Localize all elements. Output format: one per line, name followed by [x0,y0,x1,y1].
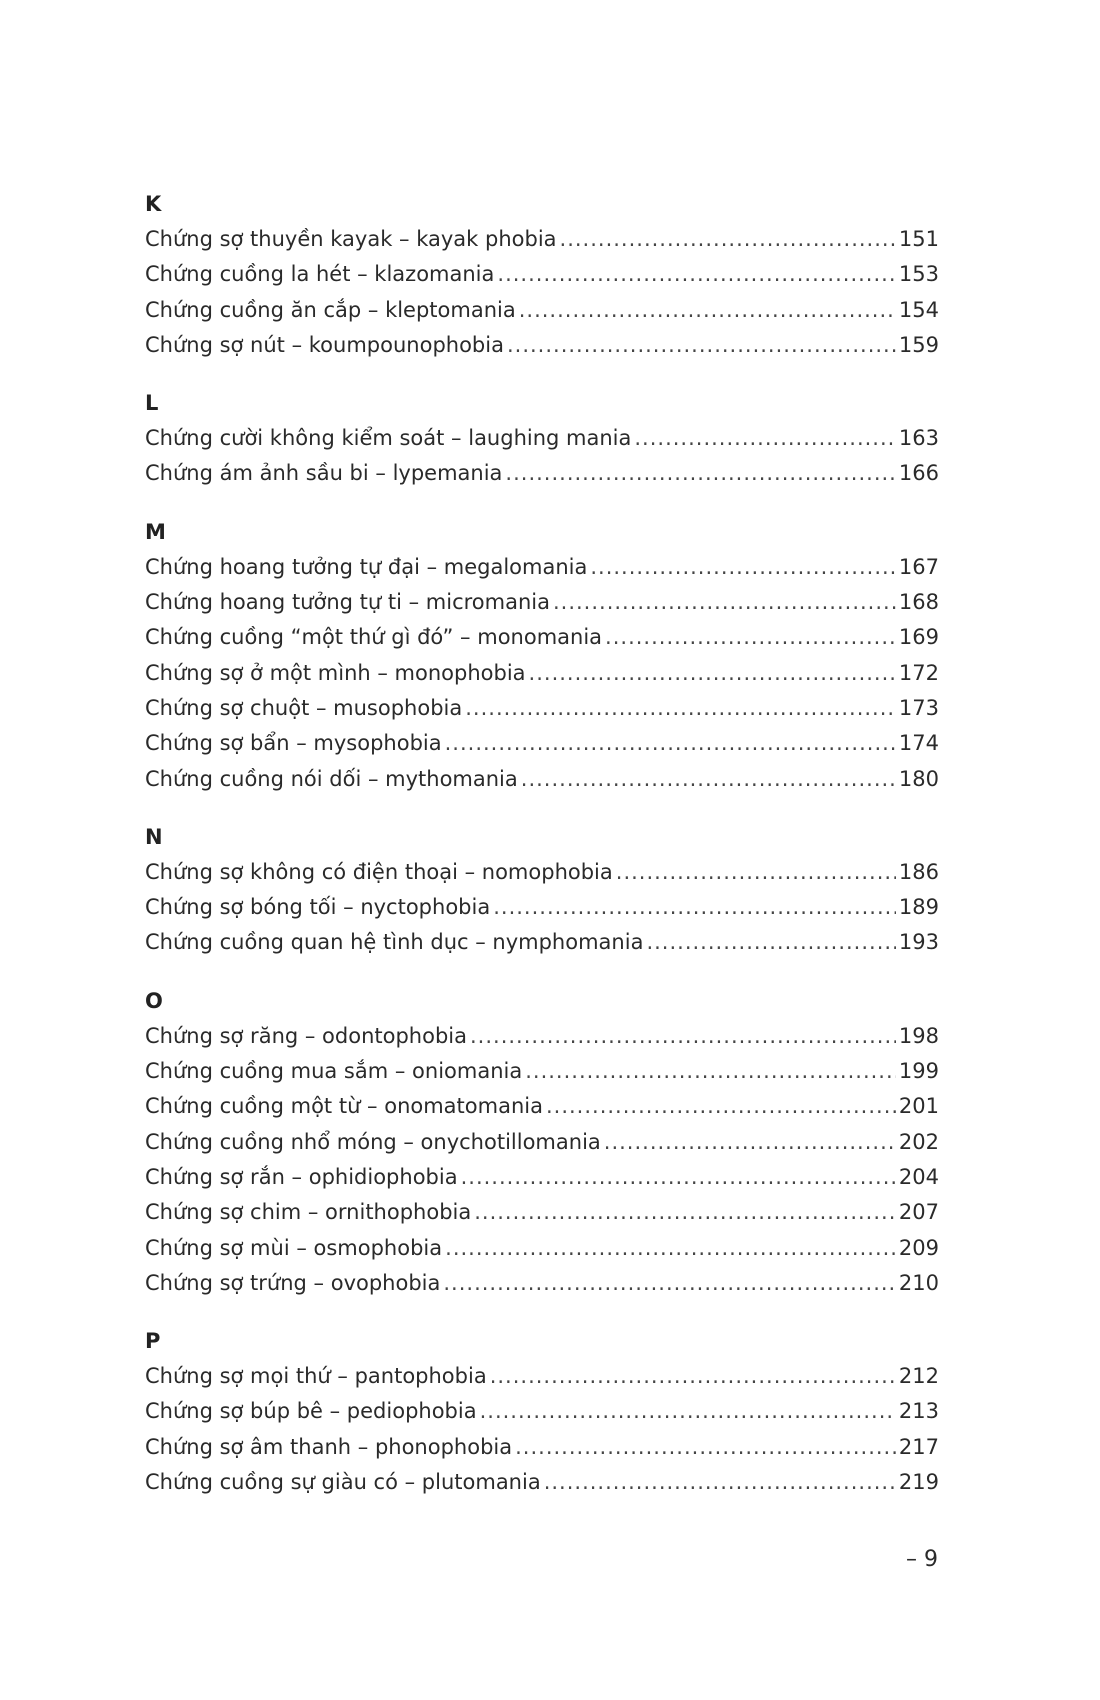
entry-page-number: 207 [898,1200,939,1225]
entry-title: Chứng sợ mùi – osmophobia [145,1235,443,1260]
toc-entry [145,620,939,655]
entry-title: Chứng sợ trứng – ovophobia [145,1270,441,1295]
toc-entry [145,1266,939,1301]
toc-entry [145,421,939,456]
entry-title: Chứng sợ ở một mình – monophobia [145,660,526,685]
dot-leader [497,257,896,292]
entry-page-number: 219 [898,1470,939,1495]
entry-title: Chứng cười không kiểm soát – laughing mania [145,426,632,451]
section-letter: P [145,1329,161,1354]
toc-section-m [145,514,939,797]
entry-page-number: 210 [898,1270,939,1295]
dot-leader [515,1430,896,1465]
entry-page-number: 217 [898,1434,939,1459]
entry-title: Chứng sợ thuyền kayak – kayak phobia [145,227,557,251]
dot-leader [616,855,896,890]
entry-page-number: 202 [898,1129,939,1154]
toc-section-k [145,186,939,363]
entry-title: Chứng sợ chuột – musophobia [145,695,463,720]
section-letter: M [145,519,166,544]
dot-leader [445,1231,896,1266]
entry-title: Chứng sợ răng – odontophobia [145,1023,467,1048]
section-letter: K [145,192,162,216]
page-number: – 9 [906,1547,938,1572]
section-letter: N [145,824,163,849]
dot-leader [519,293,896,328]
entry-page-number: 151 [898,227,939,251]
toc-entry [145,585,939,620]
dot-leader [525,1054,896,1089]
toc-section-n [145,819,939,961]
toc-entry [145,456,939,491]
toc-entry [145,1089,939,1124]
entry-title: Chứng cuồng la hét – klazomania [145,262,495,287]
toc-entry [145,293,939,328]
toc-entry [145,656,939,691]
toc-entry [145,855,939,890]
entry-title: Chứng cuồng mua sắm – oniomania [145,1059,523,1084]
toc-entry [145,762,939,797]
entry-page-number: 180 [898,766,939,791]
dot-leader [474,1195,896,1230]
entry-title: Chứng cuồng “một thứ gì đó” – monomania [145,625,603,650]
entry-page-number: 159 [898,332,939,357]
dot-leader [465,691,896,726]
toc-entry [145,1359,939,1394]
dot-leader [553,585,896,620]
section-letter: L [145,391,159,416]
entry-page-number: 199 [898,1059,939,1084]
entry-page-number: 153 [898,262,939,287]
dot-leader [505,456,895,491]
entry-page-number: 198 [898,1023,939,1048]
entry-page-number: 172 [898,660,939,685]
entry-title: Chứng sợ rắn – ophidiophobia [145,1164,458,1189]
entry-title: Chứng cuồng sự giàu có – plutomania [145,1470,541,1495]
entry-title: Chứng sợ mọi thứ – pantophobia [145,1364,487,1389]
entry-page-number: 168 [898,590,939,615]
toc-entry [145,328,939,363]
entry-title: Chứng cuồng ăn cắp – kleptomania [145,297,516,322]
entry-page-number: 209 [898,1235,939,1260]
toc-entry [145,1394,939,1429]
entry-page-number: 204 [898,1164,939,1189]
entry-title: Chứng cuồng quan hệ tình dục – nymphomania [145,930,644,955]
section-letter: O [145,988,163,1013]
entry-page-number: 189 [898,895,939,920]
entry-page-number: 186 [898,859,939,884]
dot-leader [646,925,895,960]
entry-page-number: 163 [898,426,939,451]
toc-entry [145,1019,939,1054]
toc-entry [145,691,939,726]
dot-leader [634,421,896,456]
dot-leader [521,762,896,797]
toc-entry [145,1231,939,1266]
entry-page-number: 166 [898,461,939,486]
entry-title: Chứng sợ chim – ornithophobia [145,1200,472,1225]
toc-entry [145,1054,939,1089]
entry-page-number: 174 [898,731,939,756]
dot-leader [493,890,896,925]
entry-title: Chứng cuồng một từ – onomatomania [145,1094,543,1119]
dot-leader [445,726,896,761]
entry-page-number: 213 [898,1399,939,1424]
entry-page-number: 212 [898,1364,939,1389]
dot-leader [470,1019,896,1054]
dot-leader [605,620,896,655]
toc-section-l [145,385,939,492]
entry-title: Chứng sợ âm thanh – phonophobia [145,1434,513,1459]
toc-section-o [145,983,939,1301]
dot-leader [544,1465,896,1500]
toc-entry [145,726,939,761]
entry-title: Chứng sợ búp bê – pediophobia [145,1399,477,1424]
toc-entry [145,925,939,960]
dot-leader [443,1266,896,1301]
entry-title: Chứng cuồng nói dối – mythomania [145,766,518,791]
entry-title: Chứng sợ không có điện thoại – nomophobia [145,859,613,884]
toc-entry [145,1430,939,1465]
entry-page-number: 193 [898,930,939,955]
toc-entry [145,222,939,257]
dot-leader [590,550,896,585]
dot-leader [529,656,896,691]
entry-page-number: 201 [898,1094,939,1119]
toc-section-p [145,1323,939,1500]
entry-page-number: 154 [898,297,939,322]
dot-leader [507,328,896,363]
toc-entry [145,1195,939,1230]
toc-entry [145,890,939,925]
toc-entry [145,550,939,585]
entry-title: Chứng hoang tưởng tự đại – megalomania [145,554,588,579]
toc-entry [145,257,939,292]
toc-entry [145,1125,939,1160]
dot-leader [546,1089,896,1124]
entry-title: Chứng ám ảnh sầu bi – lypemania [145,461,503,486]
entry-title: Chứng sợ nút – koumpounophobia [145,332,504,357]
dot-leader [490,1359,896,1394]
dot-leader [461,1160,896,1195]
entry-page-number: 167 [898,554,939,579]
dot-leader [604,1125,896,1160]
toc-entry [145,1465,939,1500]
entry-title: Chứng sợ bẩn – mysophobia [145,731,442,756]
entry-title: Chứng cuồng nhổ móng – onychotillomania [145,1129,601,1154]
toc-entry [145,1160,939,1195]
table-of-contents [145,186,939,1522]
dot-leader [560,222,896,257]
entry-title: Chứng hoang tưởng tự ti – micromania [145,590,550,615]
entry-title: Chứng sợ bóng tối – nyctophobia [145,895,491,920]
dot-leader [480,1394,896,1429]
entry-page-number: 173 [898,695,939,720]
entry-page-number: 169 [898,625,939,650]
